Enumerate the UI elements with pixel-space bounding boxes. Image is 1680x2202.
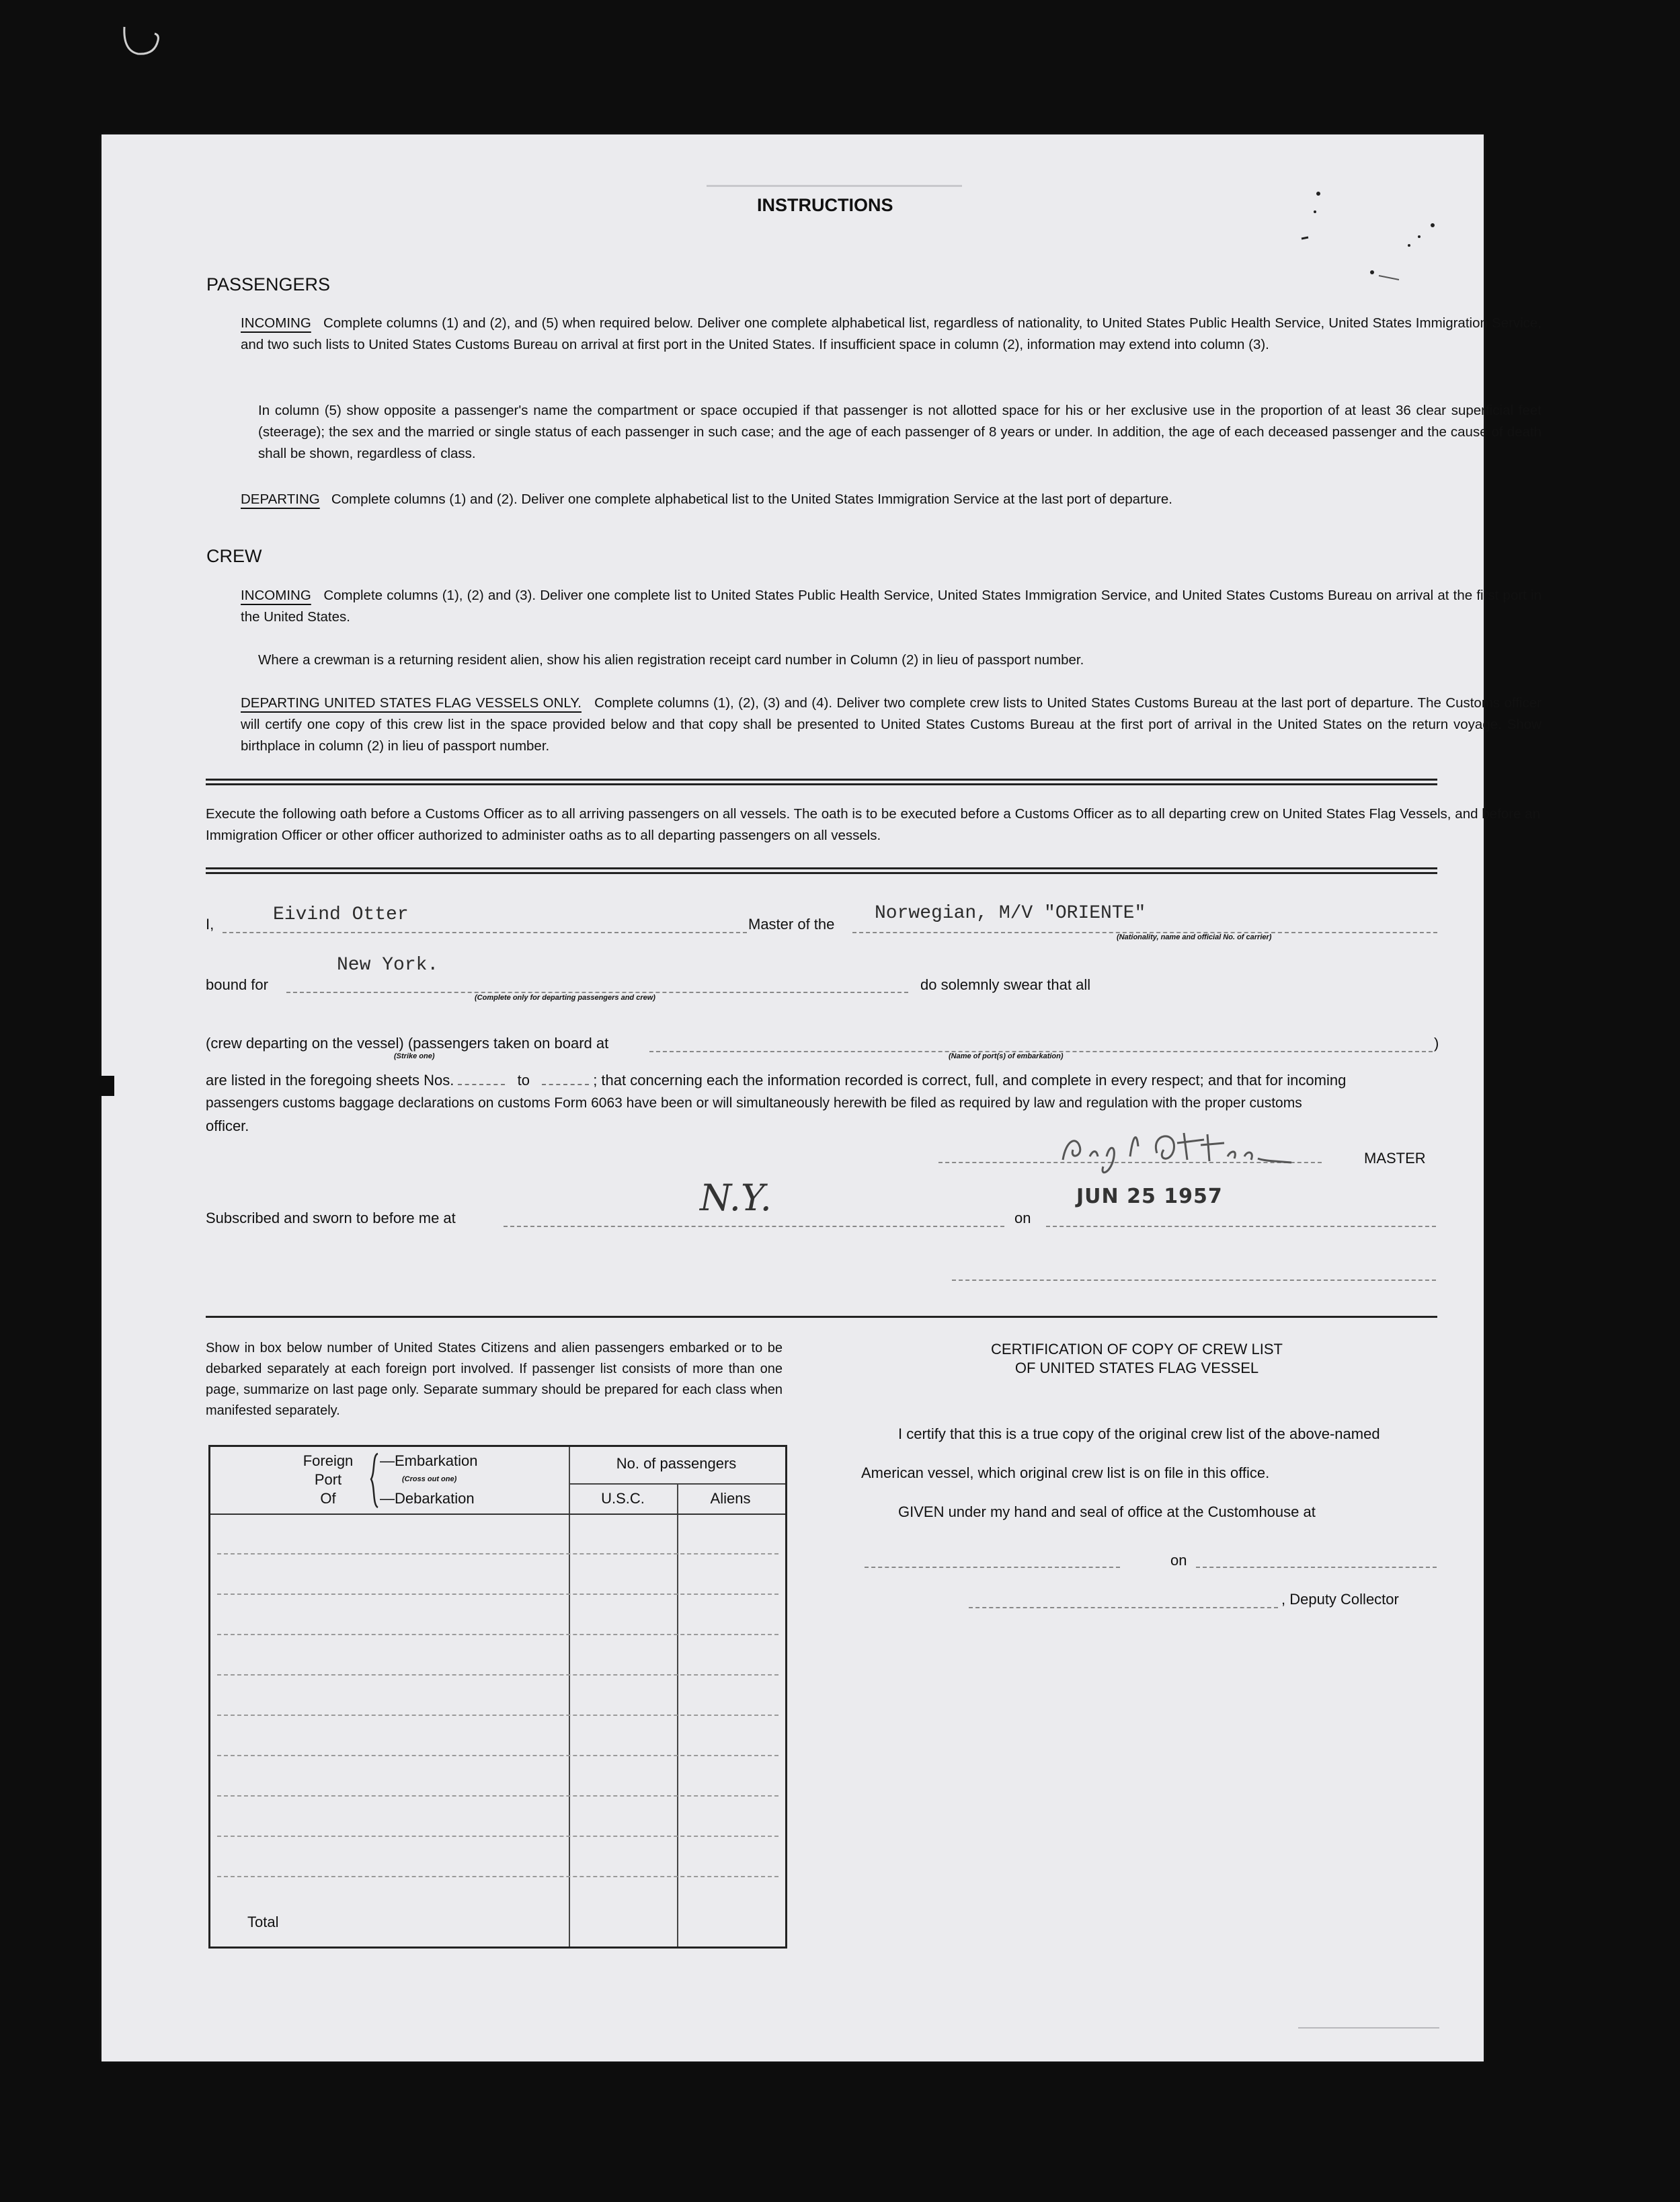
listed-text-a: are listed in the foregoing sheets Nos. (206, 1072, 454, 1089)
deputy-collector-label: , Deputy Collector (1281, 1591, 1399, 1608)
col-divider-1 (569, 1447, 570, 1947)
swear-text: do solemnly swear that all (920, 976, 1091, 993)
subscribed-label: Subscribed and sworn to before me at (206, 1210, 456, 1226)
vessel-note: (Nationality, name and official No. of carrier) (1117, 933, 1272, 941)
bound-for-note: (Complete only for departing passengers and crew) (475, 994, 655, 1002)
cross-out-note: (Cross out one) (402, 1475, 457, 1483)
crew-incoming-label: INCOMING (241, 588, 311, 603)
strike-note: (Strike one) (394, 1052, 435, 1060)
form-title: INSTRUCTIONS (757, 195, 893, 215)
col-foreign: Foreign (303, 1452, 354, 1469)
crew-incoming-paragraph (241, 585, 1542, 628)
crew-heading: CREW (206, 546, 262, 566)
sheet-from-blank (458, 1084, 505, 1085)
sworn-date-line (1046, 1226, 1436, 1227)
summary-instructions: Show in box below number of United States Citizens and alien passengers embarked or to be debarked separately at each foreign port involved. If passenger list consists of more than one page, summarize on last page only. Separate summary should be prepared for each class when manifested separately. (206, 1341, 783, 1418)
master-signature (1049, 1119, 1305, 1180)
passengers-departing-paragraph (241, 489, 1542, 510)
vessel-value: Norwegian, M/V "ORIENTE" (875, 903, 1146, 924)
passengers-column5-paragraph: In column (5) show opposite a passenger's name the compartment or space occupied if that passenger is not allotted space for his or her exclusive use in the proportion of at least 36 clear superficial feet (steerage); the sex and the married or single status of each passenger in such case; and the age of each passenger of 8 years or under. In addition, the age of each deceased passenger and the cause of death shall be shown, regardless of class. (258, 403, 1542, 461)
form-sheet (102, 134, 1542, 2061)
listed-line-2: passengers customs baggage declarations on customs Form 6063 have been or will simultaneously herewith be filed as required by law and regulation with the proper customs (206, 1095, 1302, 1111)
table-row (217, 1755, 778, 1756)
passengers-incoming-paragraph (241, 313, 1542, 356)
deputy-signature-line (969, 1607, 1278, 1608)
certification-line-2: American vessel, which original crew list is on file in this office. (861, 1464, 1270, 1481)
master-name-line (223, 932, 747, 933)
customhouse-line (865, 1567, 1120, 1568)
aliens-header: Aliens (710, 1490, 751, 1507)
sheet-to-blank (542, 1084, 589, 1085)
passengers-departing-text: Complete columns (1) and (2). Deliver one complete alphabetical list to the United States Immigration Service at the last port of departure. (331, 491, 1172, 507)
table-row (217, 1715, 778, 1716)
certification-line-1: I certify that this is a true copy of the original crew list of the above-named (898, 1425, 1380, 1442)
table-row (217, 1634, 778, 1635)
certification-line-3: GIVEN under my hand and seal of office at the Customhouse at (898, 1503, 1316, 1520)
date-stamp: JUN 25 1957 (1076, 1185, 1223, 1208)
ink-specks (1217, 161, 1459, 296)
listed-line-3: officer. (206, 1117, 249, 1134)
master-label: MASTER (1364, 1150, 1426, 1167)
table-row (217, 1553, 778, 1555)
table-row (217, 1674, 778, 1676)
table-row (217, 1836, 778, 1837)
section-divider-2 (206, 867, 1437, 874)
master-of-label: Master of the (748, 916, 835, 933)
header-divider (210, 1513, 785, 1515)
bottom-right-mark (1298, 2027, 1439, 2029)
crew-departing-text: (crew departing on the vessel) (passengers taken on board at (206, 1035, 609, 1052)
certification-title-2: OF UNITED STATES FLAG VESSEL (1014, 1360, 1259, 1376)
listed-line-1 (206, 1069, 1540, 1092)
header-divider-mid (569, 1483, 785, 1485)
debarkation-label: —Debarkation (380, 1490, 475, 1507)
embarkation-label: —Embarkation (380, 1452, 478, 1469)
section-divider-1 (206, 779, 1437, 785)
passengers-heading: PASSENGERS (206, 274, 331, 294)
passenger-summary-table (208, 1445, 787, 1949)
close-paren: ) (1434, 1035, 1439, 1052)
col-port: Port (314, 1471, 342, 1488)
no-passengers-header: No. of passengers (616, 1455, 737, 1472)
crew-departing-paragraph (241, 693, 1542, 757)
crew-resident-paragraph: Where a crewman is a returning resident alien, show his alien registration receipt card number in Column (2) in lieu of passport number. (258, 652, 1084, 668)
bound-for-value: New York. (337, 955, 439, 976)
bound-for-label: bound for (206, 976, 268, 993)
corner-pencil-mark (118, 20, 171, 61)
crew-departing-text: Complete columns (1), (2), (3) and (4). Deliver two complete crew lists to United States Customs Bureau at the last port of departure. The Customs officer will certify one copy of this crew list in the space provided below and that copy shall be presented to United States Customs Bureau at the first port of arrival in the United States on the return voyage. Show birthplace in column (2) in lieu of passport number. (241, 695, 1542, 754)
table-row (217, 1876, 778, 1877)
certification-title-1: CERTIFICATION OF COPY OF CREW LIST (991, 1341, 1283, 1358)
passengers-incoming-text: Complete columns (1) and (2), and (5) when required below. Deliver one complete alphabetical list, regardless of nationality, to United States Public Health Service, United States Immigration Service, and two such lists to United States Customs Bureau on arrival at first port in the United States. If insufficient space in column (2), information may extend into column (3). (241, 315, 1542, 352)
oath-intro-paragraph: Execute the following oath before a Customs Officer as to all arriving passengers on all vessels. The oath is to be executed before a Customs Officer as to all departing crew on United States Flag Vessels, and before an Immigration Officer or other officer authorized to administer oaths as to all departing passengers on all vessels. (206, 806, 1540, 843)
certification-date-line (1196, 1567, 1437, 1568)
sworn-place-line (504, 1226, 1004, 1227)
master-name-value: Eivind Otter (273, 904, 409, 925)
table-row (217, 1594, 778, 1595)
sworn-place-value: N.Y. (700, 1177, 772, 1219)
port-note: (Name of port(s) of embarkation) (949, 1052, 1064, 1060)
certification-on-label: on (1170, 1552, 1187, 1569)
paper-tear (94, 1076, 114, 1096)
crew-departing-label: DEPARTING UNITED STATES FLAG VESSELS ONLY. (241, 695, 582, 711)
listed-to: to (517, 1072, 530, 1089)
bound-for-line (286, 992, 908, 993)
oath-i-label: I, (206, 916, 214, 933)
table-row (217, 1795, 778, 1797)
listed-text-b: ; that concerning each the information recorded is correct, full, and complete in every respect; and that for incoming (593, 1072, 1347, 1089)
passengers-departing-label: DEPARTING (241, 491, 320, 507)
total-label: Total (247, 1914, 279, 1930)
section-divider-3 (206, 1316, 1437, 1318)
crew-incoming-text: Complete columns (1), (2) and (3). Deliver one complete list to United States Public Health Service, United States Immigration Service, and United States Customs Bureau on arrival at the first port in the United States. (241, 588, 1542, 625)
officer-signature-line (952, 1280, 1436, 1281)
sworn-on-label: on (1014, 1210, 1031, 1226)
col-of: Of (320, 1490, 336, 1507)
usc-header: U.S.C. (601, 1490, 645, 1507)
passengers-incoming-label: INCOMING (241, 315, 311, 331)
